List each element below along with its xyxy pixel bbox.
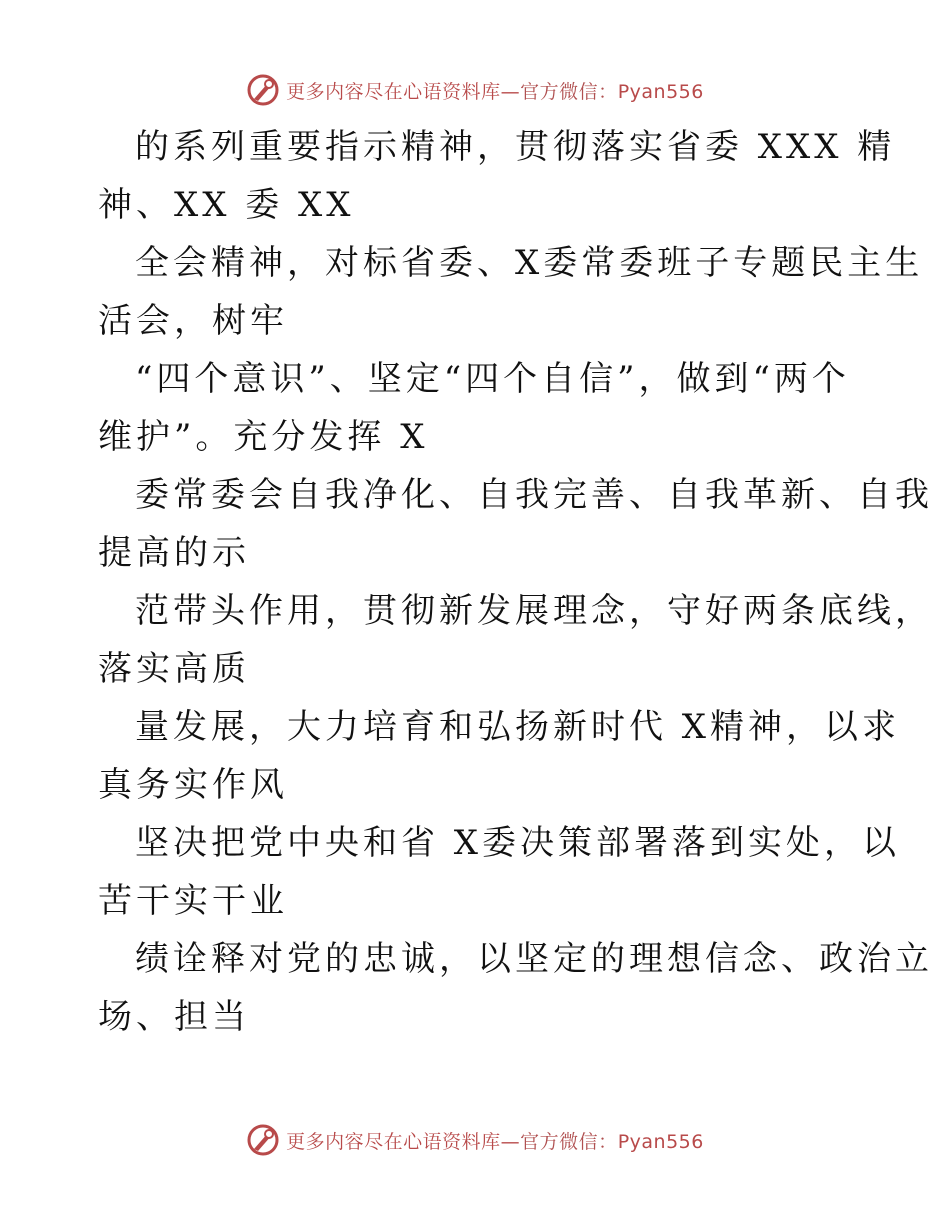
paragraph-line: 绩诠释对党的忠诚，以坚定的理想信念、政治立 — [135, 939, 933, 979]
banner-official: 官方微信： — [520, 1130, 618, 1153]
paragraph-line: 量发展，大力培育和弘扬新时代 X精神，以求 — [135, 707, 901, 747]
paragraph-line: 场、担当 — [98, 997, 250, 1037]
banner-text — [286, 1127, 704, 1154]
banner-dash: — — [500, 1130, 521, 1153]
paragraph-line: 坚决把党中央和省 X委决策部署落到实处，以 — [135, 823, 901, 863]
paragraph-line: 落实高质 — [98, 649, 250, 689]
banner-text — [286, 77, 704, 104]
paragraph-line: 神、XX 委 XX — [98, 185, 355, 225]
banner-official: 官方微信： — [520, 80, 618, 103]
paragraph-line: 苦干实干业 — [98, 881, 288, 921]
paragraph-line: 活会，树牢 — [98, 301, 288, 341]
banner-wechat-id: Pyan556 — [617, 1130, 704, 1153]
paragraph-line: 委常委会自我净化、自我完善、自我革新、自我 — [135, 475, 933, 515]
banner-wechat-id: Pyan556 — [617, 80, 704, 103]
banner-brand: 更多内容尽在心语资料库 — [286, 80, 501, 103]
paragraph-line: “四个意识”、坚定“四个自信”，做到“两个 — [135, 359, 850, 399]
paragraph-line: 真务实作风 — [98, 765, 288, 805]
paragraph-line: 提高的示 — [98, 533, 250, 573]
banner-brand: 更多内容尽在心语资料库 — [286, 1130, 501, 1153]
paragraph-line: 的系列重要指示精神，贯彻落实省委 XXX 精 — [135, 127, 896, 167]
paragraph-line: 全会精神，对标省委、X委常委班子专题民主生 — [135, 243, 924, 283]
pen-logo-icon — [246, 1123, 280, 1157]
paragraph-line: 维护”。充分发挥 X — [98, 417, 429, 457]
footer-banner — [0, 1120, 950, 1160]
pen-logo-icon — [246, 73, 280, 107]
paragraph-line: 范带头作用，贯彻新发展理念，守好两条底线， — [135, 591, 933, 631]
header-banner — [0, 70, 950, 110]
banner-dash: — — [500, 80, 521, 103]
